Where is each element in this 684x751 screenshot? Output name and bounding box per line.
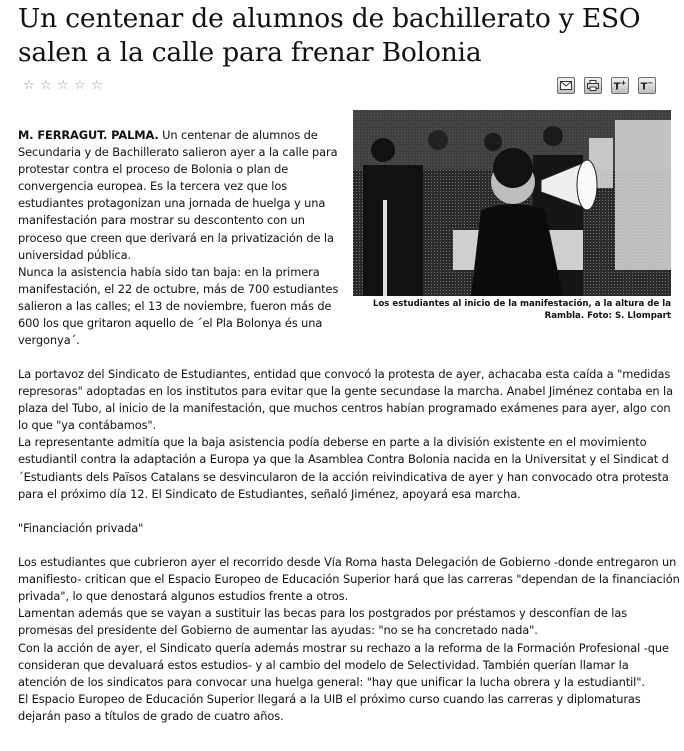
star-outline-icon[interactable]: ☆ <box>74 78 86 93</box>
article-headline: Un centenar de alumnos de bachillerato y ESO salen a la calle para frenar Bolonia <box>18 3 641 68</box>
star-outline-icon[interactable]: ☆ <box>57 78 69 93</box>
subheading: "Financiación privada" <box>18 520 144 535</box>
email-button[interactable] <box>557 77 575 94</box>
decrease-text-button[interactable] <box>638 77 656 94</box>
rating-stars[interactable] <box>22 79 104 93</box>
paragraph-2: Nunca la asistencia había sido tan baja: en la primera manifestación, el 22 de octubre, más de 700 estudiantes salieron a las calles; el 13 de noviembre, fueron más de 600 los que gritaron aquello de ´el Pla Bolonya és una vergonya´. <box>18 264 339 348</box>
increase-text-button[interactable] <box>611 77 629 94</box>
article-body <box>18 366 680 725</box>
paragraph-3: La portavoz del Sindicato de Estudiantes, entidad que convocó la protesta de ayer, achacaba esta caída a "medidas represoras" adoptadas en los institutos para evitar que la gente secundase la marcha. Anabel Jiménez contaba en la plaza del Tubo, al inicio de la manifestación, que muchos centros habían programado exámenes para ayer, algo con lo que "ya contábamos". <box>18 367 673 433</box>
protest-photo <box>353 110 671 296</box>
paragraph-6: Lamentan además que se vayan a sustituir las becas para los postgrados por préstamos y desconfían de las promesas del presidente del Gobierno de aumentar las ayudas: "no se ha concretado nada". <box>18 606 628 638</box>
envelope-icon <box>560 81 572 90</box>
star-outline-icon[interactable]: ☆ <box>91 78 103 93</box>
star-outline-icon[interactable]: ☆ <box>40 78 52 93</box>
text-larger-icon: T+ <box>613 78 627 93</box>
printer-icon <box>587 80 599 91</box>
byline: M. FERRAGUT. PALMA. <box>18 128 159 142</box>
photo-caption: Los estudiantes al inicio de la manifestación, a la altura de la Rambla. Foto: S. Llompart <box>372 299 671 321</box>
text-smaller-icon: T− <box>640 78 654 93</box>
star-outline-icon[interactable]: ☆ <box>23 78 35 93</box>
paragraph-7: Con la acción de ayer, el Sindicato quería además mostrar su rechazo a la reforma de la Formación Profesional -que consideran que devaluará estos estudios- y al cambio del modelo de Selectividad. También querían llamar la atención de los sindicatos para convocar una huelga general: "hay que unificar la lucha obrera y la estudiantil". <box>18 640 669 689</box>
paragraph-8: El Espacio Europeo de Educación Superior llegará a la UIB el próximo curso cuando las carreras y diplomaturas dejarán paso a títulos de grado de cuatro años. <box>18 691 641 723</box>
lead-text: Un centenar de alumnos de Secundaria y de Bachillerato salieron ayer a la calle para protestar contra el proceso de Bolonia o plan de convergencia europea. Es la tercera vez que los estudiantes protagonizan una jornada de huelga y una manifestación para mostrar su descontento con un proceso que creen que derivará en la privatización de la universidad pública. <box>18 128 338 262</box>
article-tools <box>557 77 656 94</box>
lead-paragraph <box>18 127 340 264</box>
paragraph-5: Los estudiantes que cubrieron ayer el recorrido desde Vía Roma hasta Delegación de Gobierno -donde entregaron un manifiesto- critican que el Espacio Europeo de Educación Superior hará que las carreras "dependan de la financiación privada", lo que denostará algunos estudios frente a otros. <box>18 555 680 604</box>
article-photo <box>353 110 671 296</box>
article-body-top <box>18 127 340 349</box>
print-button[interactable] <box>584 77 602 94</box>
paragraph-4: La representante admitía que la baja asistencia podía deberse en parte a la división existente en el movimiento estudiantil contra la adaptación a Europa ya que la Asamblea Contra Bolonia nacida en la Universitat y el Sindicat d´Estudiants dels Països Catalans se desvincularon de la acción reivindicativa de ayer y han convocado otra protesta para el próximo día 12. El Sindicato de Estudiantes, señaló Jiménez, apoyará esa marcha. <box>18 435 669 501</box>
